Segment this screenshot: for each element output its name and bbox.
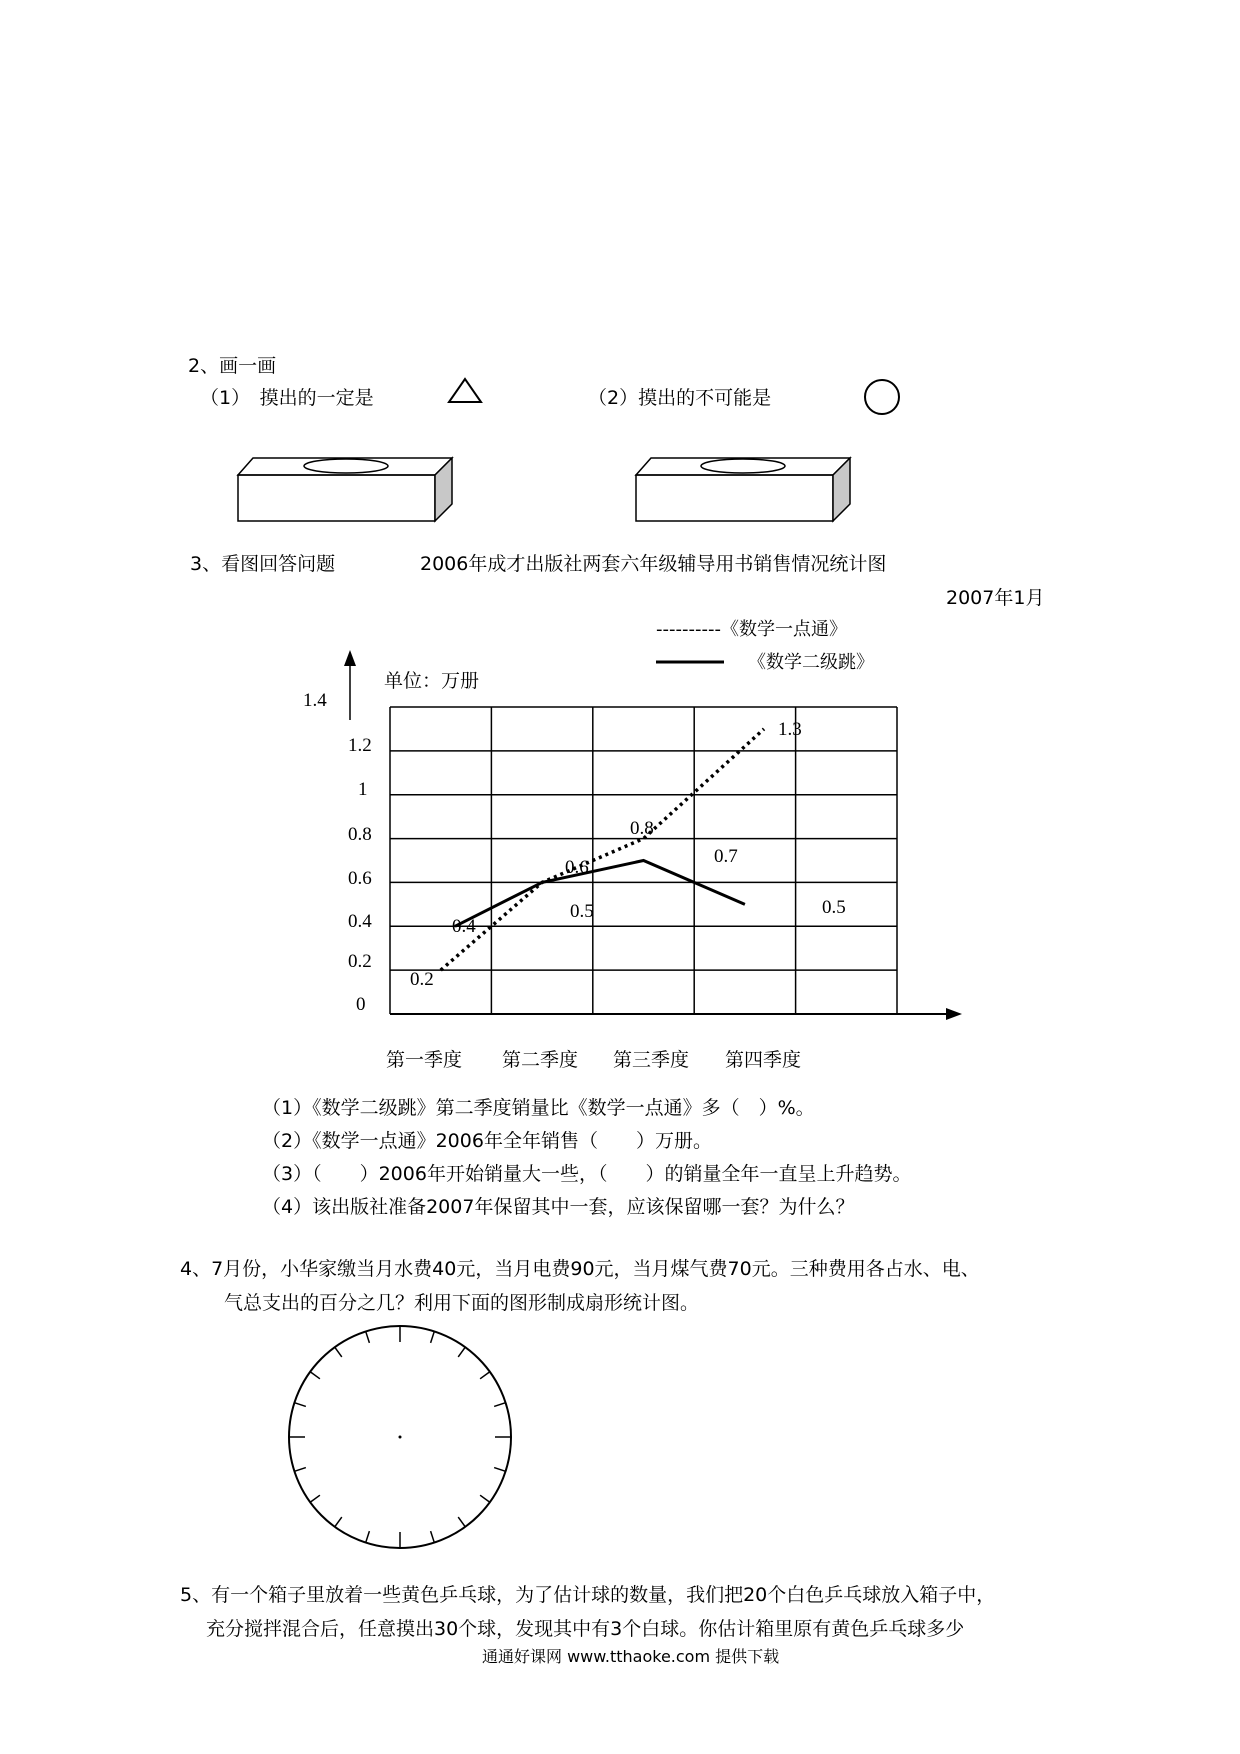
y-tick-label: 0 <box>356 994 366 1015</box>
q3-question-4: （4）该出版社准备2007年保留其中一套，应该保留哪一套？为什么？ <box>262 1196 855 1218</box>
data-label-solid: 0.5 <box>822 897 846 918</box>
q3-question-2: （2）《数学一点通》2006年全年销售（ ）万册。 <box>262 1130 712 1152</box>
legend-dotted-label: ----------《数学一点通》 <box>656 619 847 640</box>
data-label-solid: 0.5 <box>570 901 594 922</box>
dial-tick <box>335 1517 342 1527</box>
dial-tick <box>294 1468 305 1472</box>
dial-tick <box>310 1372 320 1379</box>
x-tick-label: 第一季度 <box>386 1050 463 1071</box>
q5-line1: 5、有一个箱子里放着一些黄色乒乓球，为了估计球的数量，我们把20个白色乒乓球放入箱子中， <box>180 1584 996 1606</box>
dial-tick <box>335 1347 342 1357</box>
q5-line2: 充分搅拌混合后，任意摸出30个球，发现其中有3个白球。你估计箱里原有黄色乒乓球多少 <box>206 1618 965 1640</box>
y-tick-label: 0.4 <box>348 911 372 932</box>
y-tick-label: 0.8 <box>348 824 372 845</box>
y-tick-label: 0.2 <box>348 951 372 972</box>
dial-tick <box>366 1331 370 1342</box>
q4-line2: 气总支出的百分之几？利用下面的图形制成扇形统计图。 <box>224 1292 700 1314</box>
chart-unit: 单位：万册 <box>384 670 480 692</box>
q2-part1: （1） 摸出的一定是 <box>200 387 374 409</box>
dial-tick <box>458 1347 465 1357</box>
data-label-solid: 0.7 <box>714 846 738 867</box>
dial-tick <box>431 1531 435 1542</box>
q2-title: 2、画一画 <box>188 355 277 377</box>
q3-question-3: （3）（ ）2006年开始销量大一些，（ ）的销量全年一直呈上升趋势。 <box>262 1163 912 1185</box>
dial-tick <box>494 1468 505 1472</box>
chart-title: 2006年成才出版社两套六年级辅导用书销售情况统计图 <box>420 553 887 575</box>
x-tick-label: 第四季度 <box>725 1050 802 1071</box>
dial-tick <box>494 1403 505 1407</box>
chart-date: 2007年1月 <box>946 587 1045 609</box>
y-tick-label: 1.2 <box>348 735 372 756</box>
circle-center-dot <box>399 1436 402 1439</box>
data-label-dotted: 0.2 <box>410 969 434 990</box>
q3-heading: 3、看图回答问题 <box>190 553 336 575</box>
dial-tick <box>458 1517 465 1527</box>
legend-solid-label: 《数学二级跳》 <box>748 652 874 673</box>
data-label-solid: 0.4 <box>452 916 476 937</box>
y-tick-label: 1.4 <box>303 690 327 711</box>
q3-question-1: （1）《数学二级跳》第二季度销量比《数学一点通》多（ ）%。 <box>262 1097 815 1119</box>
x-tick-label: 第三季度 <box>613 1050 690 1071</box>
data-label-dotted: 0.8 <box>630 818 654 839</box>
dial-tick <box>480 1495 490 1502</box>
data-label-dotted: 0.6 <box>565 857 589 878</box>
y-tick-label: 0.6 <box>348 868 372 889</box>
dial-tick <box>431 1331 435 1342</box>
q2-part2: （2）摸出的不可能是 <box>588 387 772 409</box>
dial-tick <box>294 1403 305 1407</box>
dial-tick <box>366 1531 370 1542</box>
dial-tick <box>310 1495 320 1502</box>
footer: 通通好课网 www.tthaoke.com 提供下载 <box>482 1647 780 1666</box>
x-tick-label: 第二季度 <box>502 1050 579 1071</box>
y-tick-label: 1 <box>358 779 368 800</box>
data-label-dotted: 1.3 <box>778 719 802 740</box>
dial-tick <box>480 1372 490 1379</box>
q4-line1: 4、7月份，小华家缴当月水费40元，当月电费90元，当月煤气费70元。三种费用各占水、电、 <box>180 1258 980 1280</box>
